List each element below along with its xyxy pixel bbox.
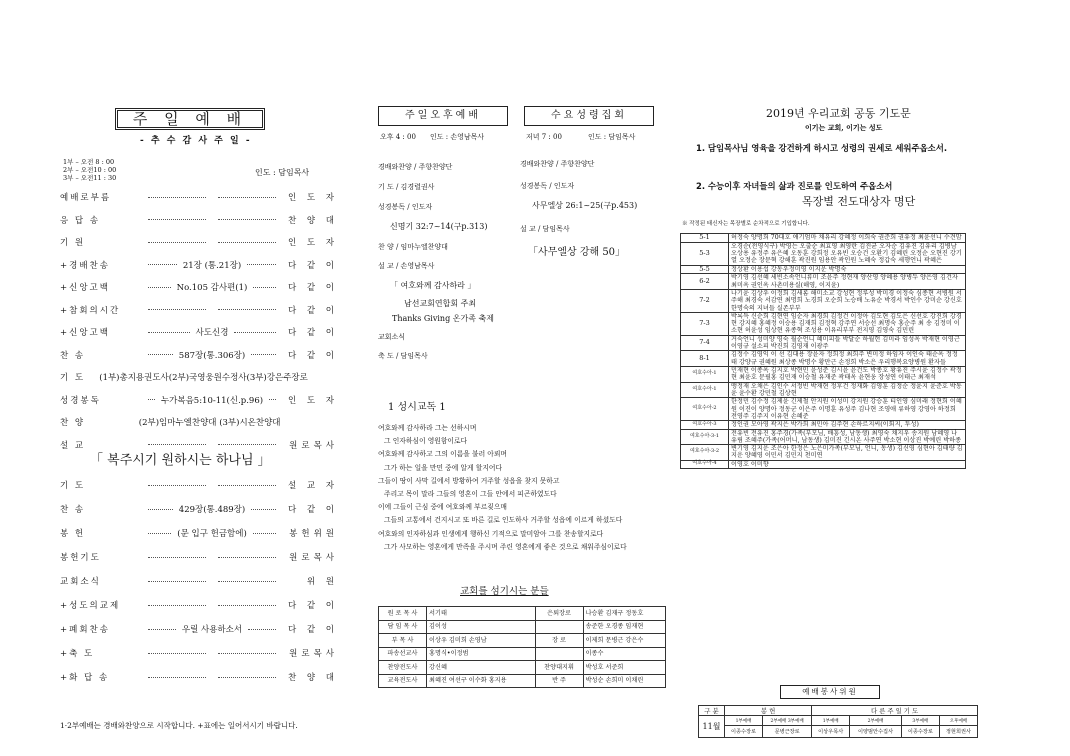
afternoon-leader: 인도 : 손영남목사 [430, 133, 485, 141]
order-row [60, 647, 338, 659]
wednesday-title-box: 수요성령집회 [524, 106, 654, 126]
order-detail: No.105 감사편(1) [176, 283, 248, 293]
reading-title: 1 성시교독 1 [388, 402, 446, 413]
order-person: 다 같 이 [287, 305, 338, 316]
servers-cell: 이상우 김미희 손영남 [427, 634, 536, 648]
servers-cell: 홍명식•이정범 [427, 647, 536, 661]
order-leader-dots [218, 242, 276, 243]
list-note: ※ 작정된 태신자는 목장별로 순차적으로 기입합니다. [682, 221, 810, 227]
order-row [60, 214, 338, 226]
group-name: 여호수아-3 [681, 421, 729, 429]
order-leader-dots [251, 509, 276, 510]
afternoon-item: 축 도 / 담임목사 [378, 352, 428, 360]
order-person: 설 교 자 [287, 481, 338, 491]
order-person: 인 도 자 [287, 395, 338, 406]
order-leader-dots [253, 533, 276, 534]
service-time: 2부 – 오전10 : 00 [63, 166, 117, 174]
order-leader-dots [269, 399, 276, 400]
servers-cell: 나승환 김재구 정동호 [583, 607, 665, 621]
order-label: 봉 헌 [60, 529, 86, 539]
order-detail: (2부)임마누엘찬양대 (3부)시온찬양대 [138, 418, 281, 428]
afternoon-title-box: 주일오후예배 [378, 106, 508, 126]
order-leader-dots [148, 557, 206, 558]
vol-name: 이상우목사 [812, 726, 850, 738]
servers-cell: 서기태 [427, 607, 536, 621]
order-row [60, 394, 338, 406]
afternoon-item: 성경봉독 / 인도자 [378, 203, 433, 211]
order-label: 찬 송 [60, 350, 86, 361]
order-leader-dots [218, 485, 276, 486]
order-leader-dots [148, 677, 206, 678]
order-person: 봉헌위원 [289, 529, 339, 539]
service-times [63, 158, 116, 182]
wednesday-scripture: 사무엘상 26:1~25(구p.453) [532, 201, 638, 210]
order-leader-dots [248, 629, 276, 630]
wednesday-time: 저녁 7 : 00 [526, 133, 562, 141]
vol-name: 이종수장로 [901, 726, 939, 738]
group-targets: 거숙언니 성미양 영숙 월순언니 혜미피들 박달순 하월헌 김미라 임성옥 박재현 이영근 이영규 설소피 박진희 김영재 이광주 [729, 335, 966, 351]
order-row [60, 281, 338, 293]
reading-line: 여호와의 인자하심과 인생에게 행하신 기적으로 말미암아 그를 찬송할지로다 [378, 529, 604, 538]
group-name: 여호수아-1 [681, 382, 729, 398]
order-detail: (1부)총지용권도사(2부)국영웅원수정사(3부)강은주장로 [99, 373, 308, 383]
group-targets: 변기영 김지운 조은아 한정은 노은미가족(부모님, 언니, 동생) 김신영 심현아 김태량 김지운 양혜영 이민서 김민지 천미연 [729, 445, 966, 461]
afternoon-scripture: 신명기 32:7~14(구p.313) [390, 222, 488, 231]
order-leader-dots [148, 533, 171, 534]
order-person: 다 같 이 [287, 283, 338, 293]
servers-cell: 원 로 목 사 [379, 607, 427, 621]
afternoon-sermon: 「 여호와께 감사하라 」 [390, 281, 476, 290]
prayer-item: 2. 수능이후 자녀들의 삶과 진로를 인도하여 주옵소서 [696, 181, 893, 191]
group-targets: 허정숙 양명희 70대호 애기엄마 채유리 강혜정 이희숙 권준희 권유정 최윤선니 수견맘 [729, 234, 966, 243]
order-label: 찬 송 [60, 505, 86, 515]
group-name: 5-3 [681, 242, 729, 265]
order-leader-dots [218, 444, 276, 445]
order-label: +축 도 [60, 649, 95, 659]
order-leader-dots [218, 677, 276, 678]
order-person: 위 원 [306, 577, 338, 587]
order-leader-dots [148, 653, 206, 654]
servers-cell [535, 647, 583, 661]
order-person: 찬 양 대 [287, 673, 338, 683]
reading-line: 여호와께 감사하고 그의 이름을 불러 아뢰며 [378, 450, 507, 459]
order-leader-dots [253, 287, 276, 288]
order-label: 기 도 [60, 373, 86, 383]
group-targets: 한정민 김수정 김제윤 긴제철 안지원 이성미 강지원 강승훈 티인영 심미래 정현희 이혜원 이진이 양명아 정동군 이은주 이명훈 유성주 김나현 조영애 류하영 강영아 하정희 전영주 김주지 이유현 손혜준 [729, 398, 966, 421]
order-row [60, 349, 338, 361]
order-person: 원로목사 [289, 553, 338, 563]
sunday-subtitle: - 추 수 감 사 주 일 - [140, 136, 252, 146]
responsive-reading [378, 422, 668, 554]
order-detail: 587장(통.306장) [178, 350, 246, 361]
afternoon-time: 오후 4 : 00 [380, 133, 416, 141]
vol-subheader: 2부예배 [850, 716, 902, 726]
group-targets: 나기윤 김상우 이정희 김새롬 해미소교 강성현 정루성 박미경 이정숙 심종현 서병원 서주해 최경숙 서감연 최명희 노경희 오순희 노승배 노유순 박경서 박인수 강미순 강신호 한명숙의 지녀들 실존부부 [729, 289, 966, 312]
sunday-title-box: 주 일 예 배 [115, 108, 265, 130]
order-leader-dots [148, 242, 206, 243]
group-targets: 박록득 신순희 김현연 임순자 최경희 김정건 이정아 김도현 김도은 신선호 강진희 강경현 강지혜 홍혜정 이승용 김재희 김정혁 강주연 서승선 최명숙 홍순주 최 송 김정미 이소현 허윤성 임상현 유종혁 조성용 이유리부부 전지영 김영숙 김민린 [729, 312, 966, 335]
servers-cell: 교육전도사 [379, 674, 427, 688]
afternoon-item: 기 도 / 김경렬권사 [378, 183, 435, 191]
afternoon-event: Thanks Giving 온가족 축제 [392, 314, 494, 323]
group-targets: 정상환 이용섭 강동우정미영 이지운 박명숙 [729, 265, 966, 274]
order-leader-dots [148, 354, 173, 355]
group-targets: 민재현 이종옥 김지호 박현민 윤성준 김시윤 윤건도 박종호 황유진 주시윤 김정수 곽정현 최윤호 문필홍 김민재 이승철 유재준 곽태옥 윤현웅 장성연 이태근 최재석 [729, 367, 966, 383]
group-name: 8-1 [681, 351, 729, 367]
reading-line: 여호와께 감사하라 그는 선하시며 [378, 424, 477, 432]
group-name: 7-3 [681, 312, 729, 335]
servers-cell [535, 620, 583, 634]
order-row [60, 371, 338, 383]
group-name: 여호수아-3-2 [681, 445, 729, 461]
order-leader-dots [218, 309, 276, 310]
order-leader-dots [148, 264, 177, 265]
order-row [60, 191, 338, 203]
order-person: 인 도 자 [287, 238, 338, 248]
order-leader-dots [148, 399, 155, 400]
vol-subheader: 오후예배 [939, 716, 977, 726]
order-row [60, 551, 338, 563]
order-leader-dots [148, 509, 173, 510]
prayer-panel [670, 0, 1070, 756]
vol-header: 봉 헌 [725, 706, 812, 716]
order-person: 다 같 이 [287, 260, 338, 271]
servers-cell: 장 로 [535, 634, 583, 648]
order-row [60, 575, 338, 587]
sunday-service-panel [0, 0, 352, 756]
wednesday-item: 성경봉독 / 인도자 [520, 182, 575, 190]
group-name: 여호수아-2 [681, 398, 729, 421]
order-row [60, 439, 338, 451]
order-label: +성도의교제 [60, 601, 121, 611]
order-row [60, 326, 338, 338]
order-label: +경배찬송 [60, 260, 110, 271]
order-row [60, 236, 338, 248]
reading-line: 그들의 고통에서 건지시고 또 바른 길로 인도하사 거주할 성읍에 이르게 하셨도다 [384, 516, 623, 525]
servers-cell: 반 주 [535, 674, 583, 688]
afternoon-item: 찬 양 / 임마누엘찬양대 [378, 243, 448, 251]
order-row [60, 479, 338, 491]
afternoon-panel [352, 0, 670, 756]
order-label: 기 도 [60, 481, 86, 491]
wednesday-item: 경배와찬양 / 주향찬양단 [520, 160, 595, 168]
sunday-leader: 인도 : 담임목사 [255, 168, 310, 177]
servers-cell: 파송선교사 [379, 647, 427, 661]
order-leader-dots [148, 332, 190, 333]
prayer-item: 1. 담임목사님 영육을 강건하게 하시고 성령의 권세로 세워주옵소서. [696, 143, 948, 153]
order-row [60, 623, 338, 635]
order-leader-dots [148, 309, 206, 310]
group-targets: 오경순(전영식구) 박영는 오출순 최효영 최영란 김진균 오자순 김유진 김유리 김병남 오상용 유정주 유은혜 오동훈 강희정 오유빈 오승건 오환기 김혜린 오정순 오현진 강기열 오정순 장문혁 강해훈 곽진원 임용안 곽인원 노혜숙 정갑숙 세행언니 곽혜은 [729, 242, 966, 265]
order-detail: 429장(통.489장) [178, 505, 246, 515]
group-name: 7-2 [681, 289, 729, 312]
servers-cell: 은퇴장로 [535, 607, 583, 621]
order-label: 성경봉독 [60, 395, 101, 406]
order-leader-dots [148, 219, 206, 220]
servers-cell: 박성호 서준희 [583, 661, 665, 675]
order-detail: 사도신경 [195, 328, 229, 338]
order-row [60, 671, 338, 683]
reading-line: 그들이 땅이 사막 길에서 방황하여 거주할 성읍을 찾지 못하고 [378, 476, 560, 485]
order-leader-dots [148, 605, 206, 606]
order-leader-dots [218, 219, 276, 220]
servers-cell: 담 임 목 사 [379, 620, 427, 634]
order-label: 응 답 송 [60, 215, 101, 226]
order-row [60, 259, 338, 271]
order-leader-dots [148, 581, 206, 582]
group-name: 여호수아-1 [681, 367, 729, 383]
order-person: 원로목사 [289, 440, 338, 451]
servers-cell: 송준한 오경종 임재현 [583, 620, 665, 634]
order-label: 예배로부름 [60, 193, 112, 203]
wednesday-sermon: 「사무엘상 강해 50」 [528, 247, 626, 258]
order-leader-dots [218, 581, 276, 582]
evangelism-table [680, 233, 966, 469]
servers-cell: 부 목 사 [379, 634, 427, 648]
evangelism-list-title: 목장별 전도대상자 명단 [802, 195, 916, 208]
group-name: 5-5 [681, 265, 729, 274]
sermon-title: 「 복주시기 원하시는 하나님 」 [90, 453, 271, 468]
order-person: 다 같 이 [287, 505, 339, 515]
order-label: +화 답 송 [60, 673, 110, 683]
order-leader-dots [148, 287, 171, 288]
order-label: +신앙고백 [60, 328, 110, 338]
volunteers-table [698, 705, 978, 738]
wednesday-item: 설 교 / 담임목사 [520, 225, 570, 233]
afternoon-item: 경배와찬양 / 주향찬양단 [378, 163, 453, 171]
order-person: 원로목사 [289, 649, 338, 659]
servers-cell: 찬양전도사 [379, 661, 427, 675]
vol-header: 다 른 주 일 기 도 [812, 706, 978, 716]
group-targets: 이영호 이미향 [729, 460, 966, 468]
servers-cell: 이종수 [583, 647, 665, 661]
afternoon-host: 남선교회연합회 주최 [404, 299, 477, 308]
vol-subheader: 2부예배 3부예배 [763, 716, 812, 726]
vol-subheader: 3부예배 [901, 716, 939, 726]
reading-line: 주리고 목이 말라 그들의 영혼이 그들 안에서 피곤하였도다 [384, 489, 557, 498]
order-person: 인 도 자 [287, 193, 338, 203]
order-label: 봉헌기도 [60, 553, 101, 563]
order-detail: 우릴 사용하소서 [181, 625, 243, 635]
reading-line: 이에 그들이 근심 중에 여호와께 부르짖으매 [378, 503, 507, 512]
service-time: 1부 – 오전 8 : 00 [63, 158, 115, 166]
group-name: 여호수아-3-1 [681, 429, 729, 445]
vol-name: 문병근장로 [763, 726, 812, 738]
sunday-note: 1·2부예배는 경배와찬양으로 시작합니다. +표에는 일어서시기 바랍니다. [60, 721, 298, 730]
order-leader-dots [218, 197, 276, 198]
order-leader-dots [148, 629, 176, 630]
order-label: +참회의시간 [60, 305, 121, 316]
vol-month: 11월 [699, 716, 725, 738]
reading-line: 그가 사모하는 영혼에게 만족을 주시며 주린 영혼에게 좋은 것으로 채워주심이로다 [384, 542, 627, 551]
order-detail: 누가복음5:10-11(신.p.96) [160, 395, 264, 406]
group-targets: 맹정재 오채은 김인수 서정빈 박재현 정후건 정재화 김영훈 김정순 정윤지 윤준호 박동윤 윤수환 강민철 김상현 [729, 382, 966, 398]
order-person: 다 같 이 [287, 601, 338, 611]
order-detail: 21장 (통.21장) [182, 260, 242, 271]
servers-table [378, 606, 666, 688]
order-row [60, 416, 338, 428]
reading-line: 그 인자하심이 영원함이로다 [384, 437, 468, 446]
prayer-title: 2019년 우리교회 공동 기도문 [766, 107, 911, 120]
order-leader-dots [218, 653, 276, 654]
order-leader-dots [148, 444, 206, 445]
group-targets: 정인권 모아영 곽지은 박가희 최민아 김주현 손하르지씨(이회지, 투성) [729, 421, 966, 429]
order-leader-dots [251, 354, 276, 355]
servers-cell: 김이성 [427, 620, 536, 634]
afternoon-item: 교회소식 [378, 333, 406, 341]
group-name: 5-1 [681, 234, 729, 243]
servers-cell: 박성순 손희미 이채린 [583, 674, 665, 688]
order-label: 기 원 [60, 238, 86, 248]
order-leader-dots [148, 197, 206, 198]
servers-cell: 강신혜 [427, 661, 536, 675]
vol-header: 구 분 [699, 706, 725, 716]
volunteers-title-box: 예배봉사위원 [780, 685, 880, 699]
order-person: 찬 양 대 [287, 215, 338, 226]
group-targets: 전유빈 전유진 홍주경(가족(부모님, 배흥성, 남동생) 최영숙 채지우 송지원 남혜영 나유림 조혜주(가족(어머니, 남동생) 김미진 긴시온 사주연 박소현 이상진 박예린 박하종 [729, 429, 966, 445]
order-person: 다 같 이 [287, 625, 338, 635]
order-leader-dots [218, 605, 276, 606]
servers-cell: 이제희 문병근 강은수 [583, 634, 665, 648]
wednesday-leader: 인도 : 담임목사 [588, 133, 636, 141]
servers-cell: 최혜진 여선구 이수화 홍지용 [427, 674, 536, 688]
vol-name: 정현희권사 [939, 726, 977, 738]
order-leader-dots [247, 264, 276, 265]
order-person: 다 같 이 [287, 350, 339, 361]
order-row [60, 304, 338, 316]
order-label: +폐회찬송 [60, 625, 110, 635]
order-label: 설 교 [60, 440, 86, 451]
servers-cell: 찬양대지휘 [535, 661, 583, 675]
order-label: 교회소식 [60, 577, 101, 587]
order-row [60, 503, 338, 515]
order-leader-dots [218, 557, 276, 558]
group-name: 여호수아-4 [681, 460, 729, 468]
group-targets: 박기영 김선혜 세빈소속언니류미 조윤주 정현재 양산영 양혜용 양병두 양은영 김건자 최미옥 권인옥 사촌미용실(해영, 이지윤) [729, 274, 966, 290]
order-label: 찬 양 [60, 418, 86, 428]
vol-name: 이종수장로 [725, 726, 763, 738]
order-detail: (문 입구 헌금함에) [177, 529, 247, 539]
service-time: 3부 – 오전11 : 30 [63, 174, 117, 182]
vol-subheader: 1부예배 [812, 716, 850, 726]
reading-line: 그가 하는 일을 만민 중에 알게 할지어다 [384, 463, 503, 472]
order-row [60, 527, 338, 539]
order-leader-dots [148, 485, 206, 486]
vol-name: 이양범안수집사 [850, 726, 902, 738]
afternoon-item: 설 교 / 손영남목사 [378, 262, 435, 270]
order-person: 다 같 이 [287, 328, 339, 338]
servers-title: 교회를 섬기시는 분들 [460, 586, 549, 597]
group-targets: 김정수 김영익 이 선 김대용 장윤자 정희정 최희주 변미정 하임자 이인숙 태순옥 정정태 강양규 권혜원 최상종 박명수 황만근 손정희 박소은 우리행복요양병원 환자들 [729, 351, 966, 367]
group-name: 6-2 [681, 274, 729, 290]
vol-subheader: 1부예배 [725, 716, 763, 726]
group-name: 7-4 [681, 335, 729, 351]
order-label: +신앙고백 [60, 283, 110, 293]
order-leader-dots [234, 332, 276, 333]
order-row [60, 599, 338, 611]
prayer-motto: 이기는 교회, 이기는 성도 [805, 123, 883, 132]
